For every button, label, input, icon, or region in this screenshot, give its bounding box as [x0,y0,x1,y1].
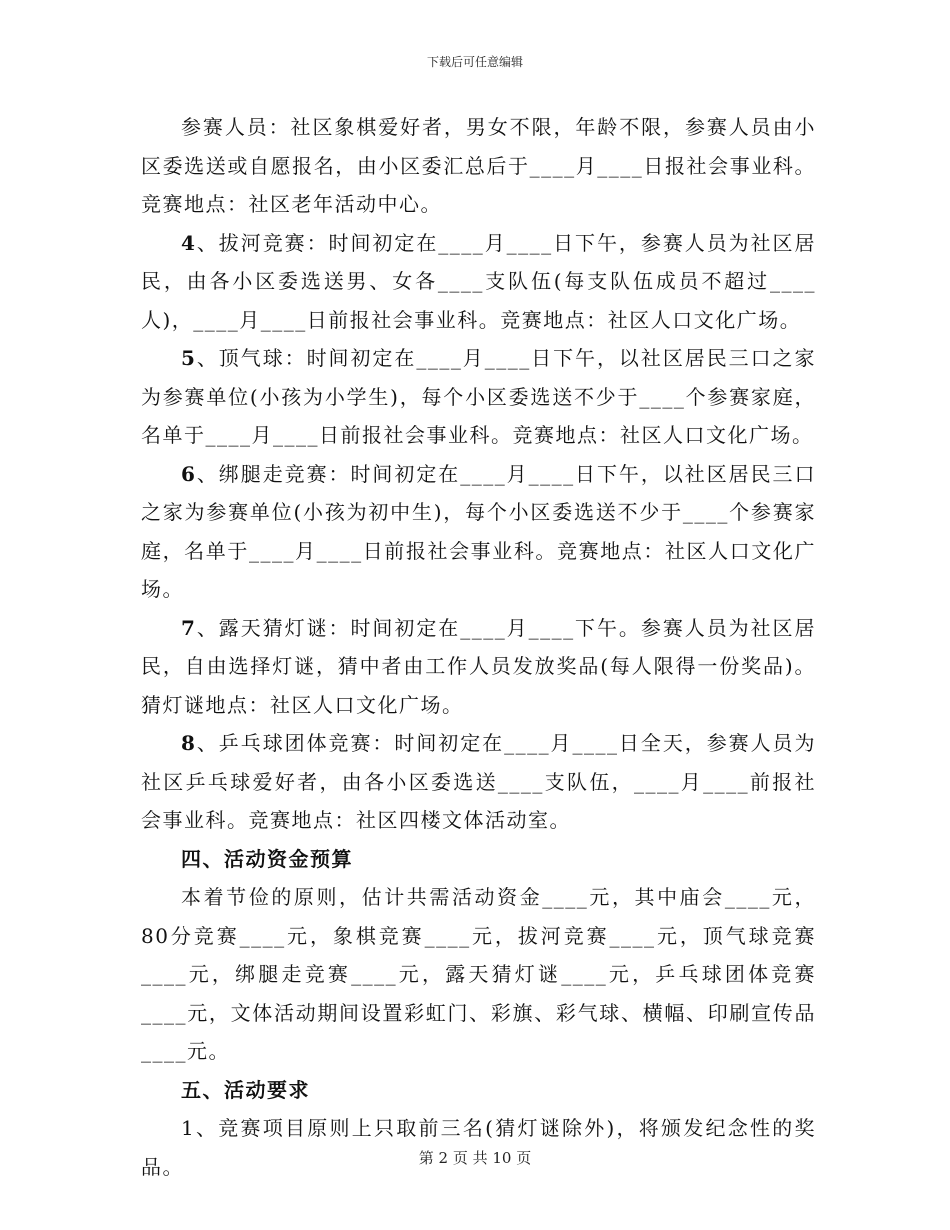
item-text: 、乒乓球团体竞赛：时间初定在____月____日全天，参赛人员为社区乒乓球爱好者，由各小区委选送____支队伍，____月____前报社会事业科。竞赛地点：社区四楼文体活动室。 [141,731,816,832]
paragraph-budget: 本着节俭的原则，估计共需活动资金____元，其中庙会____元，80分竞赛____元，象棋竞赛____元，拔河竞赛____元，顶气球竞赛____元，绑腿走竞赛____元，露天猜灯谜____元，乒乓球团体竞赛____元，文体活动期间设置彩虹门、彩旗、彩气球、横幅、印刷宣传品____元。 [141,885,816,1063]
section-heading-requirements: 五、活动要求 [181,1077,310,1102]
paragraph-three-legged-race [141,455,816,609]
item-text: 、顶气球：时间初定在____月____日下午，以社区居民三口之家为参赛单位(小孩为小学生)，每个小区委选送不少于____个参赛家庭，名单于____月____日前报社会事业科。竞赛地点：社区人口文化广场。 [141,346,816,447]
section-heading-budget: 四、活动资金预算 [181,846,353,871]
item-number: 6 [181,461,197,486]
item-text: 、拔河竞赛：时间初定在____月____日下午，参赛人员为社区居民，由各小区委选送男、女各____支队伍(每支队伍成员不超过____人)，____月____日前报社会事业科。竞赛地点：社区人口文化广场。 [141,230,816,332]
paragraph-tug-of-war [141,224,816,340]
paragraph-requirement-1: 1、竞赛项目原则上只取前三名(猜灯谜除外)，将颁发纪念性的奖品。 [141,1116,816,1179]
item-number: 4 [181,230,197,255]
paragraph-chess-participants: 参赛人员：社区象棋爱好者，男女不限，年龄不限，参赛人员由小区委选送或自愿报名，由小区委汇总后于____月____日报社会事业科。竞赛地点：社区老年活动中心。 [141,115,816,216]
paragraph-balloon [141,339,816,455]
document-body [141,108,816,1186]
item-number: 7 [181,615,197,640]
item-text: 、露天猜灯谜：时间初定在____月____下午。参赛人员为社区居民，自由选择灯谜，猜中者由工作人员发放奖品(每人限得一份奖品)。猜灯谜地点：社区人口文化广场。 [141,615,816,717]
page-footer: 第 2 页 共 10 页 [418,1149,532,1167]
page-header: 下载后可任意编辑 [426,55,523,69]
item-text: 、绑腿走竞赛：时间初定在____月____日下午，以社区居民三口之家为参赛单位(小孩为初中生)，每个小区委选送不少于____个参赛家庭，名单于____月____日前报社会事业科。竞赛地点：社区人口文化广场。 [141,461,816,601]
item-number: 8 [181,731,197,755]
paragraph-lantern-riddles [141,609,816,725]
paragraph-table-tennis [141,724,816,840]
item-number: 5 [181,346,197,370]
